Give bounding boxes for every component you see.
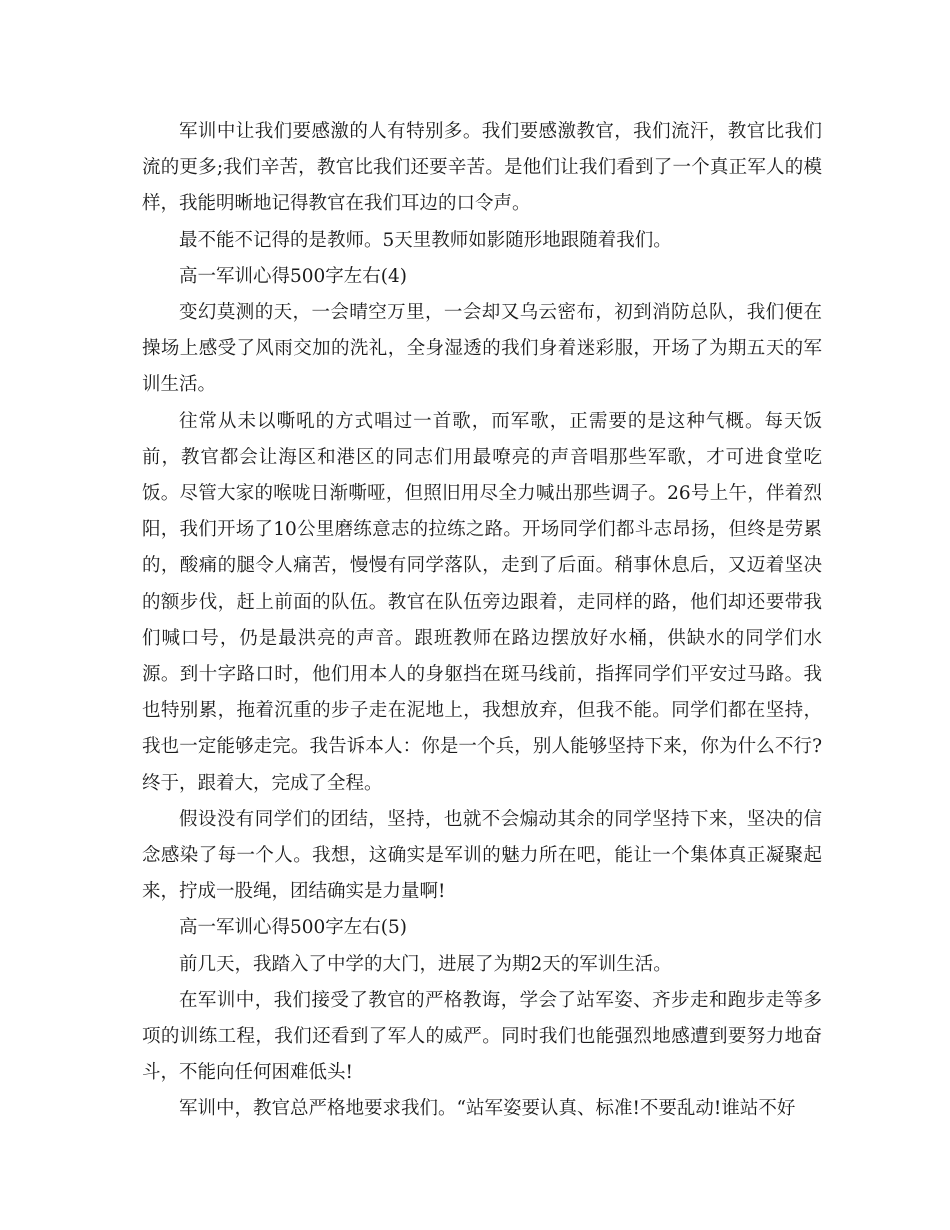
paragraph-7: 在军训中，我们接受了教官的严格教诲，学会了站军姿、齐步走和跑步走等多项的训练工程，我们还看到了军人的威严。同时我们也能强烈地感遭到要努力地奋斗，不能向任何困难低头! <box>142 989 822 1084</box>
paragraph-8: 军训中，教官总严格地要求我们。“站军姿要认真、标准!不要乱动!谁站不好 <box>179 1098 796 1120</box>
paragraph-1: 军训中让我们要感激的人有特别多。我们要感激教官，我们流汗，教官比我们流的更多;我们辛苦，教官比我们还要辛苦。是他们让我们看到了一个真正军人的模样，我能明晰地记得教官在我们耳边的口令声。 <box>142 121 822 215</box>
paragraph-2: 最不能不记得的是教师。5天里教师如影随形地跟随着我们。 <box>179 229 672 251</box>
paragraph-4: 往常从未以嘶吼的方式唱过一首歌，而军歌，正需要的是这种气概。每天饭前，教官都会让海区和港区的同志们用最嘹亮的声音唱那些军歌，才可进食堂吃饭。尽管大家的喉咙日渐嘶哑，但照旧用尽全力喊出那些调子。26号上午，伴着烈阳，我们开场了10公里磨练意志的拉练之路。开场同学们都斗志昂扬，但终是劳累的，酸痛的腿令人痛苦，慢慢有同学落队，走到了后面。稍事休息后，又迈着坚决的额步伐，赶上前面的队伍。教官在队伍旁边跟着，走同样的路，他们却还要带我们喊口号，仍是最洪亮的声音。跟班教师在路边摆放好水桶，供缺水的同学们水源。到十字路口时，他们用本人的身躯挡在斑马线前，指挥同学们平安过马路。我也特别累，拖着沉重的步子走在泥地上，我想放弃，但我不能。同学们都在坚持，我也一定能够走完。我告诉本人：你是一个兵，别人能够坚持下来，你为什么不行?终于，跟着大，完成了全程。 <box>142 410 822 794</box>
paragraph-3: 变幻莫测的天，一会晴空万里，一会却又乌云密布，初到消防总队，我们便在操场上感受了风雨交加的洗礼，全身湿透的我们身着迷彩服，开场了为期五天的军训生活。 <box>142 302 822 396</box>
section-heading-5: 高一军训心得500字左右(5) <box>179 917 408 939</box>
paragraph-6: 前几天，我踏入了中学的大门，进展了为期2天的军训生活。 <box>179 953 672 975</box>
paragraph-5: 假设没有同学们的团结，坚持，也就不会煽动其余的同学坚持下来，坚决的信念感染了每一个人。我想，这确实是军训的魅力所在吧，能让一个集体真正凝聚起来，拧成一股绳，团结确实是力量啊! <box>142 808 822 903</box>
section-heading-4: 高一军训心得500字左右(4) <box>179 265 408 287</box>
document-body <box>142 114 822 1128</box>
